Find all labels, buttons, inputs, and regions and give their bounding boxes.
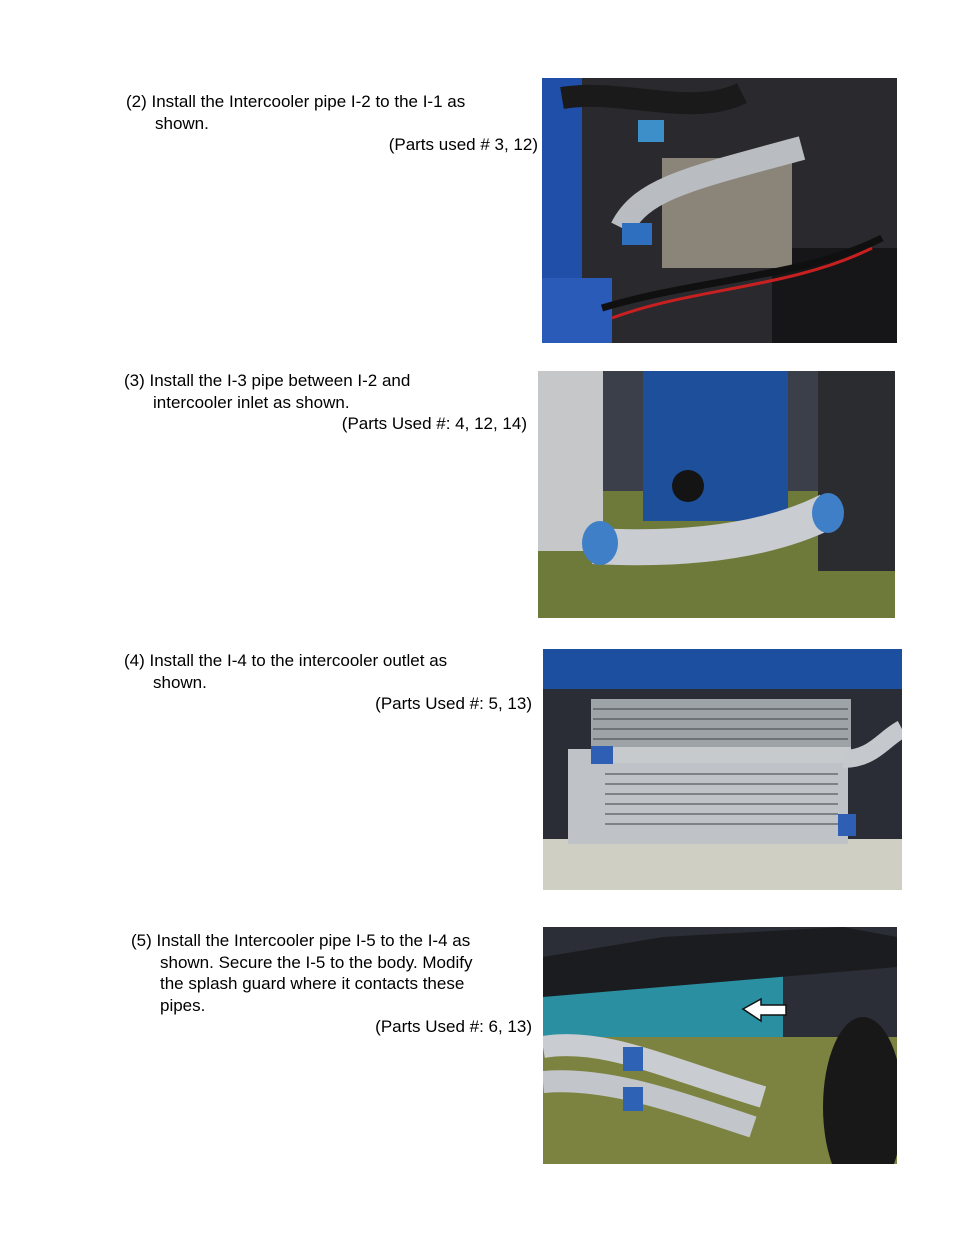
step-3-instruction bbox=[124, 370, 527, 435]
engine-bay-photo bbox=[542, 78, 897, 343]
step-4-instruction bbox=[124, 650, 532, 715]
intercooler-inlet-pipe-photo bbox=[538, 371, 895, 618]
under-bumper-pipes-photo bbox=[543, 927, 897, 1164]
step-5-line-1: (5) Install the Intercooler pipe I-5 to the I-4 as bbox=[131, 931, 471, 950]
step-2-line-1: (2) Install the Intercooler pipe I-2 to the I-1 as bbox=[126, 92, 466, 111]
step-5-instruction bbox=[131, 930, 532, 1038]
step-2-line-2: shown. bbox=[155, 113, 209, 133]
step-4-line-1: (4) Install the I-4 to the intercooler outlet as bbox=[124, 651, 448, 670]
step-5-line-4: pipes. bbox=[160, 995, 206, 1015]
step-5-line-2: shown. Secure the I-5 to the body. Modify bbox=[160, 952, 473, 972]
step-4-line-2: shown. bbox=[153, 672, 207, 692]
step-5-parts-used: (Parts Used #: 6, 13) bbox=[375, 1017, 532, 1036]
step-3-line-1: (3) Install the I-3 pipe between I-2 and bbox=[124, 371, 411, 390]
step-3-parts-used: (Parts Used #: 4, 12, 14) bbox=[341, 414, 527, 433]
intercooler-front-photo bbox=[543, 649, 902, 890]
step-2-instruction bbox=[126, 91, 538, 156]
step-2-parts-used: (Parts used # 3, 12) bbox=[388, 135, 538, 154]
step-3-line-2: intercooler inlet as shown. bbox=[153, 392, 350, 412]
step-5-line-3: the splash guard where it contacts these bbox=[160, 974, 465, 993]
step-4-parts-used: (Parts Used #: 5, 13) bbox=[375, 694, 532, 713]
